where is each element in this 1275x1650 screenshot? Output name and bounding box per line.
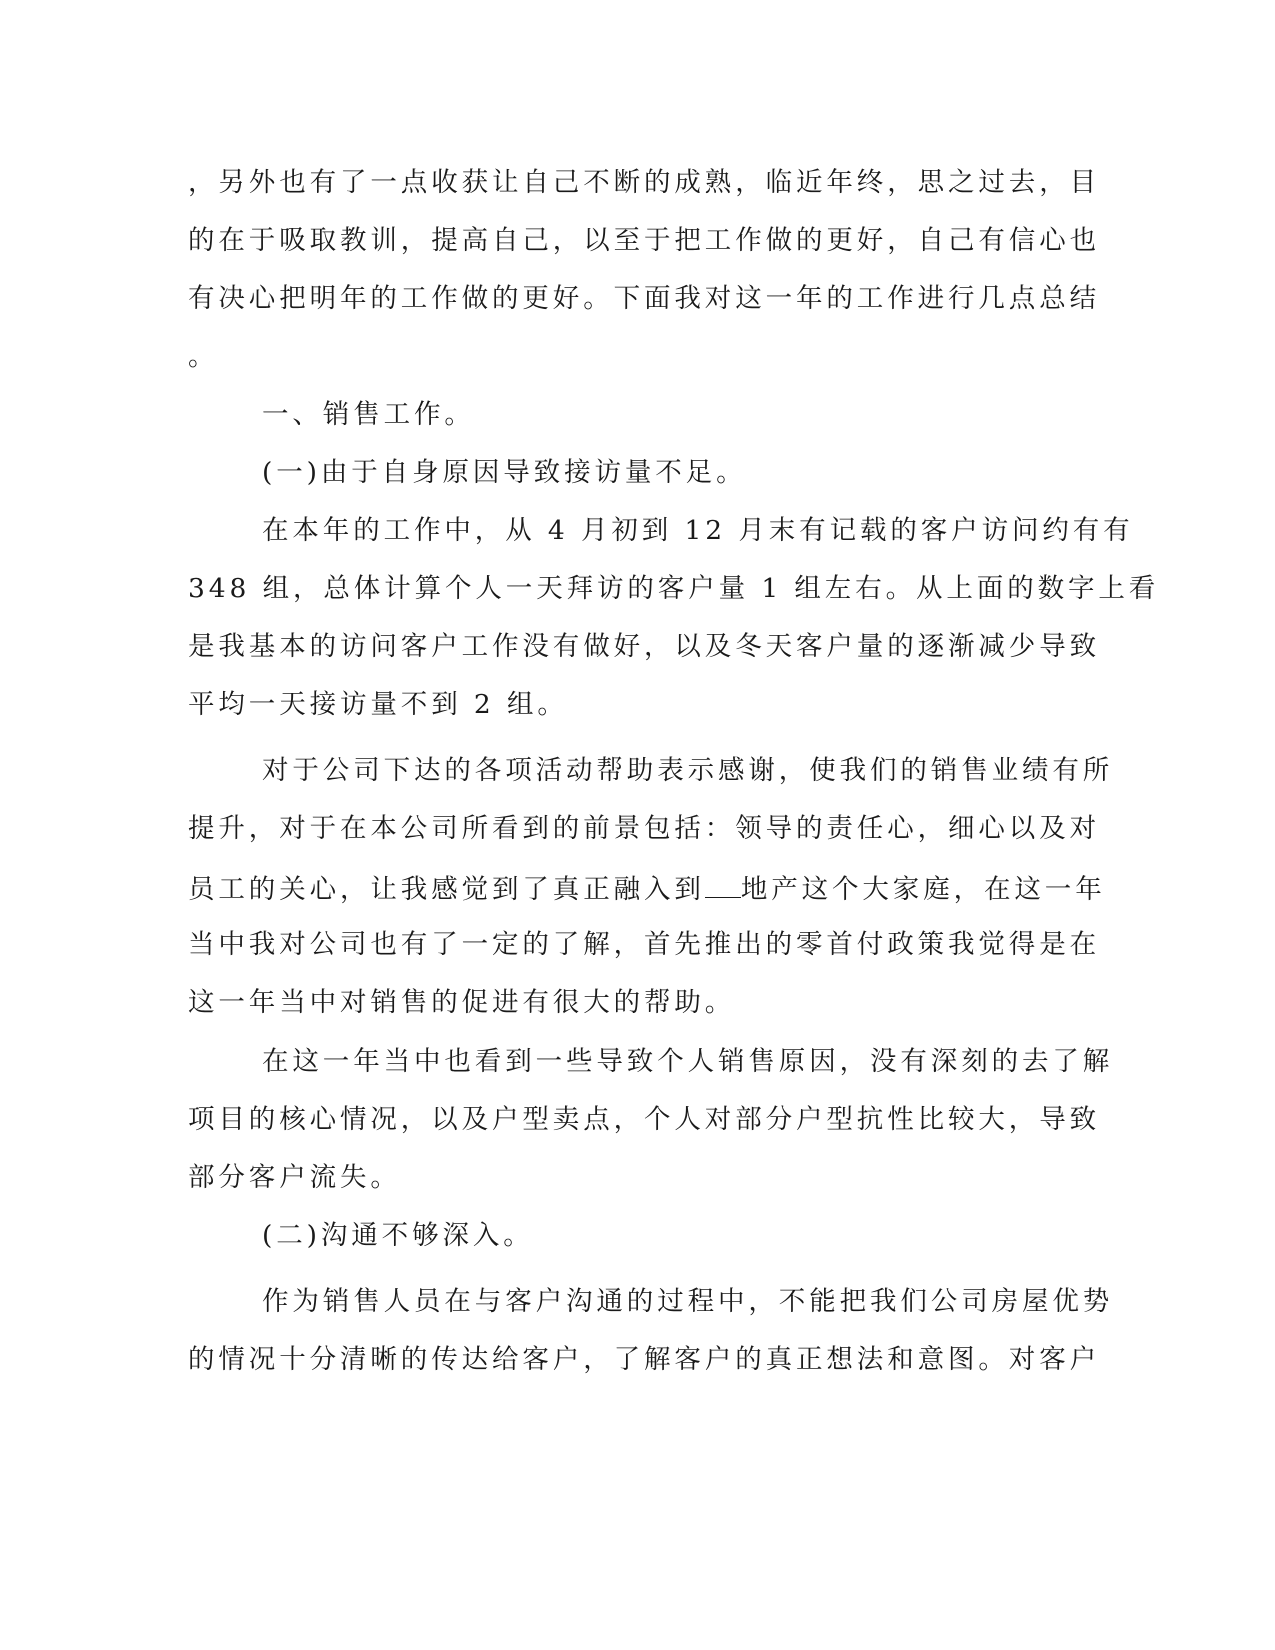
text-line: 部分客户流失。 <box>188 1162 401 1193</box>
text-line: 这一年当中对销售的促进有很大的帮助。 <box>188 987 736 1018</box>
paragraph-start-line: 在这一年当中也看到一些导致个人销售原因，没有深刻的去了解 <box>262 1046 1114 1077</box>
text-line-with-blank <box>188 869 1106 908</box>
text-line: 有决心把明年的工作做的更好。下面我对这一年的工作进行几点总结 <box>188 283 1100 314</box>
text-line: 是我基本的访问客户工作没有做好，以及冬天客户量的逐渐减少导致 <box>188 631 1100 662</box>
text-line: 平均一天接访量不到 2 组。 <box>188 689 568 720</box>
text-line: 提升，对于在本公司所看到的前景包括：领导的责任心，细心以及对 <box>188 813 1100 844</box>
section-heading: 一、销售工作。 <box>262 399 475 430</box>
text-segment: 员工的关心，让我感觉到了真正融入到 <box>188 874 705 905</box>
fill-in-blank <box>705 869 741 898</box>
paragraph-start-line: 在本年的工作中，从 4 月初到 12 月末有记载的客户访问约有有 <box>262 515 1134 546</box>
text-line: 348 组，总体计算个人一天拜访的客户量 1 组左右。从上面的数字上看 <box>188 573 1160 604</box>
text-line: 。 <box>188 341 219 372</box>
subsection-heading: (一)由于自身原因导致接访量不足。 <box>262 457 747 488</box>
text-line: 当中我对公司也有了一定的了解，首先推出的零首付政策我觉得是在 <box>188 929 1100 960</box>
paragraph-start-line: 作为销售人员在与客户沟通的过程中，不能把我们公司房屋优势 <box>262 1286 1114 1317</box>
text-line: 的情况十分清晰的传达给客户，了解客户的真正想法和意图。对客户 <box>188 1344 1100 1375</box>
paragraph-start-line: 对于公司下达的各项活动帮助表示感谢，使我们的销售业绩有所 <box>262 755 1114 786</box>
text-segment: 地产这个大家庭，在这一年 <box>740 874 1106 905</box>
text-line: 项目的核心情况，以及户型卖点，个人对部分户型抗性比较大，导致 <box>188 1104 1100 1135</box>
subsection-heading: (二)沟通不够深入。 <box>262 1220 534 1251</box>
text-line: 的在于吸取教训，提高自己，以至于把工作做的更好，自己有信心也 <box>188 225 1100 256</box>
text-line: ，另外也有了一点收获让自己不断的成熟，临近年终，思之过去，目 <box>188 167 1100 198</box>
